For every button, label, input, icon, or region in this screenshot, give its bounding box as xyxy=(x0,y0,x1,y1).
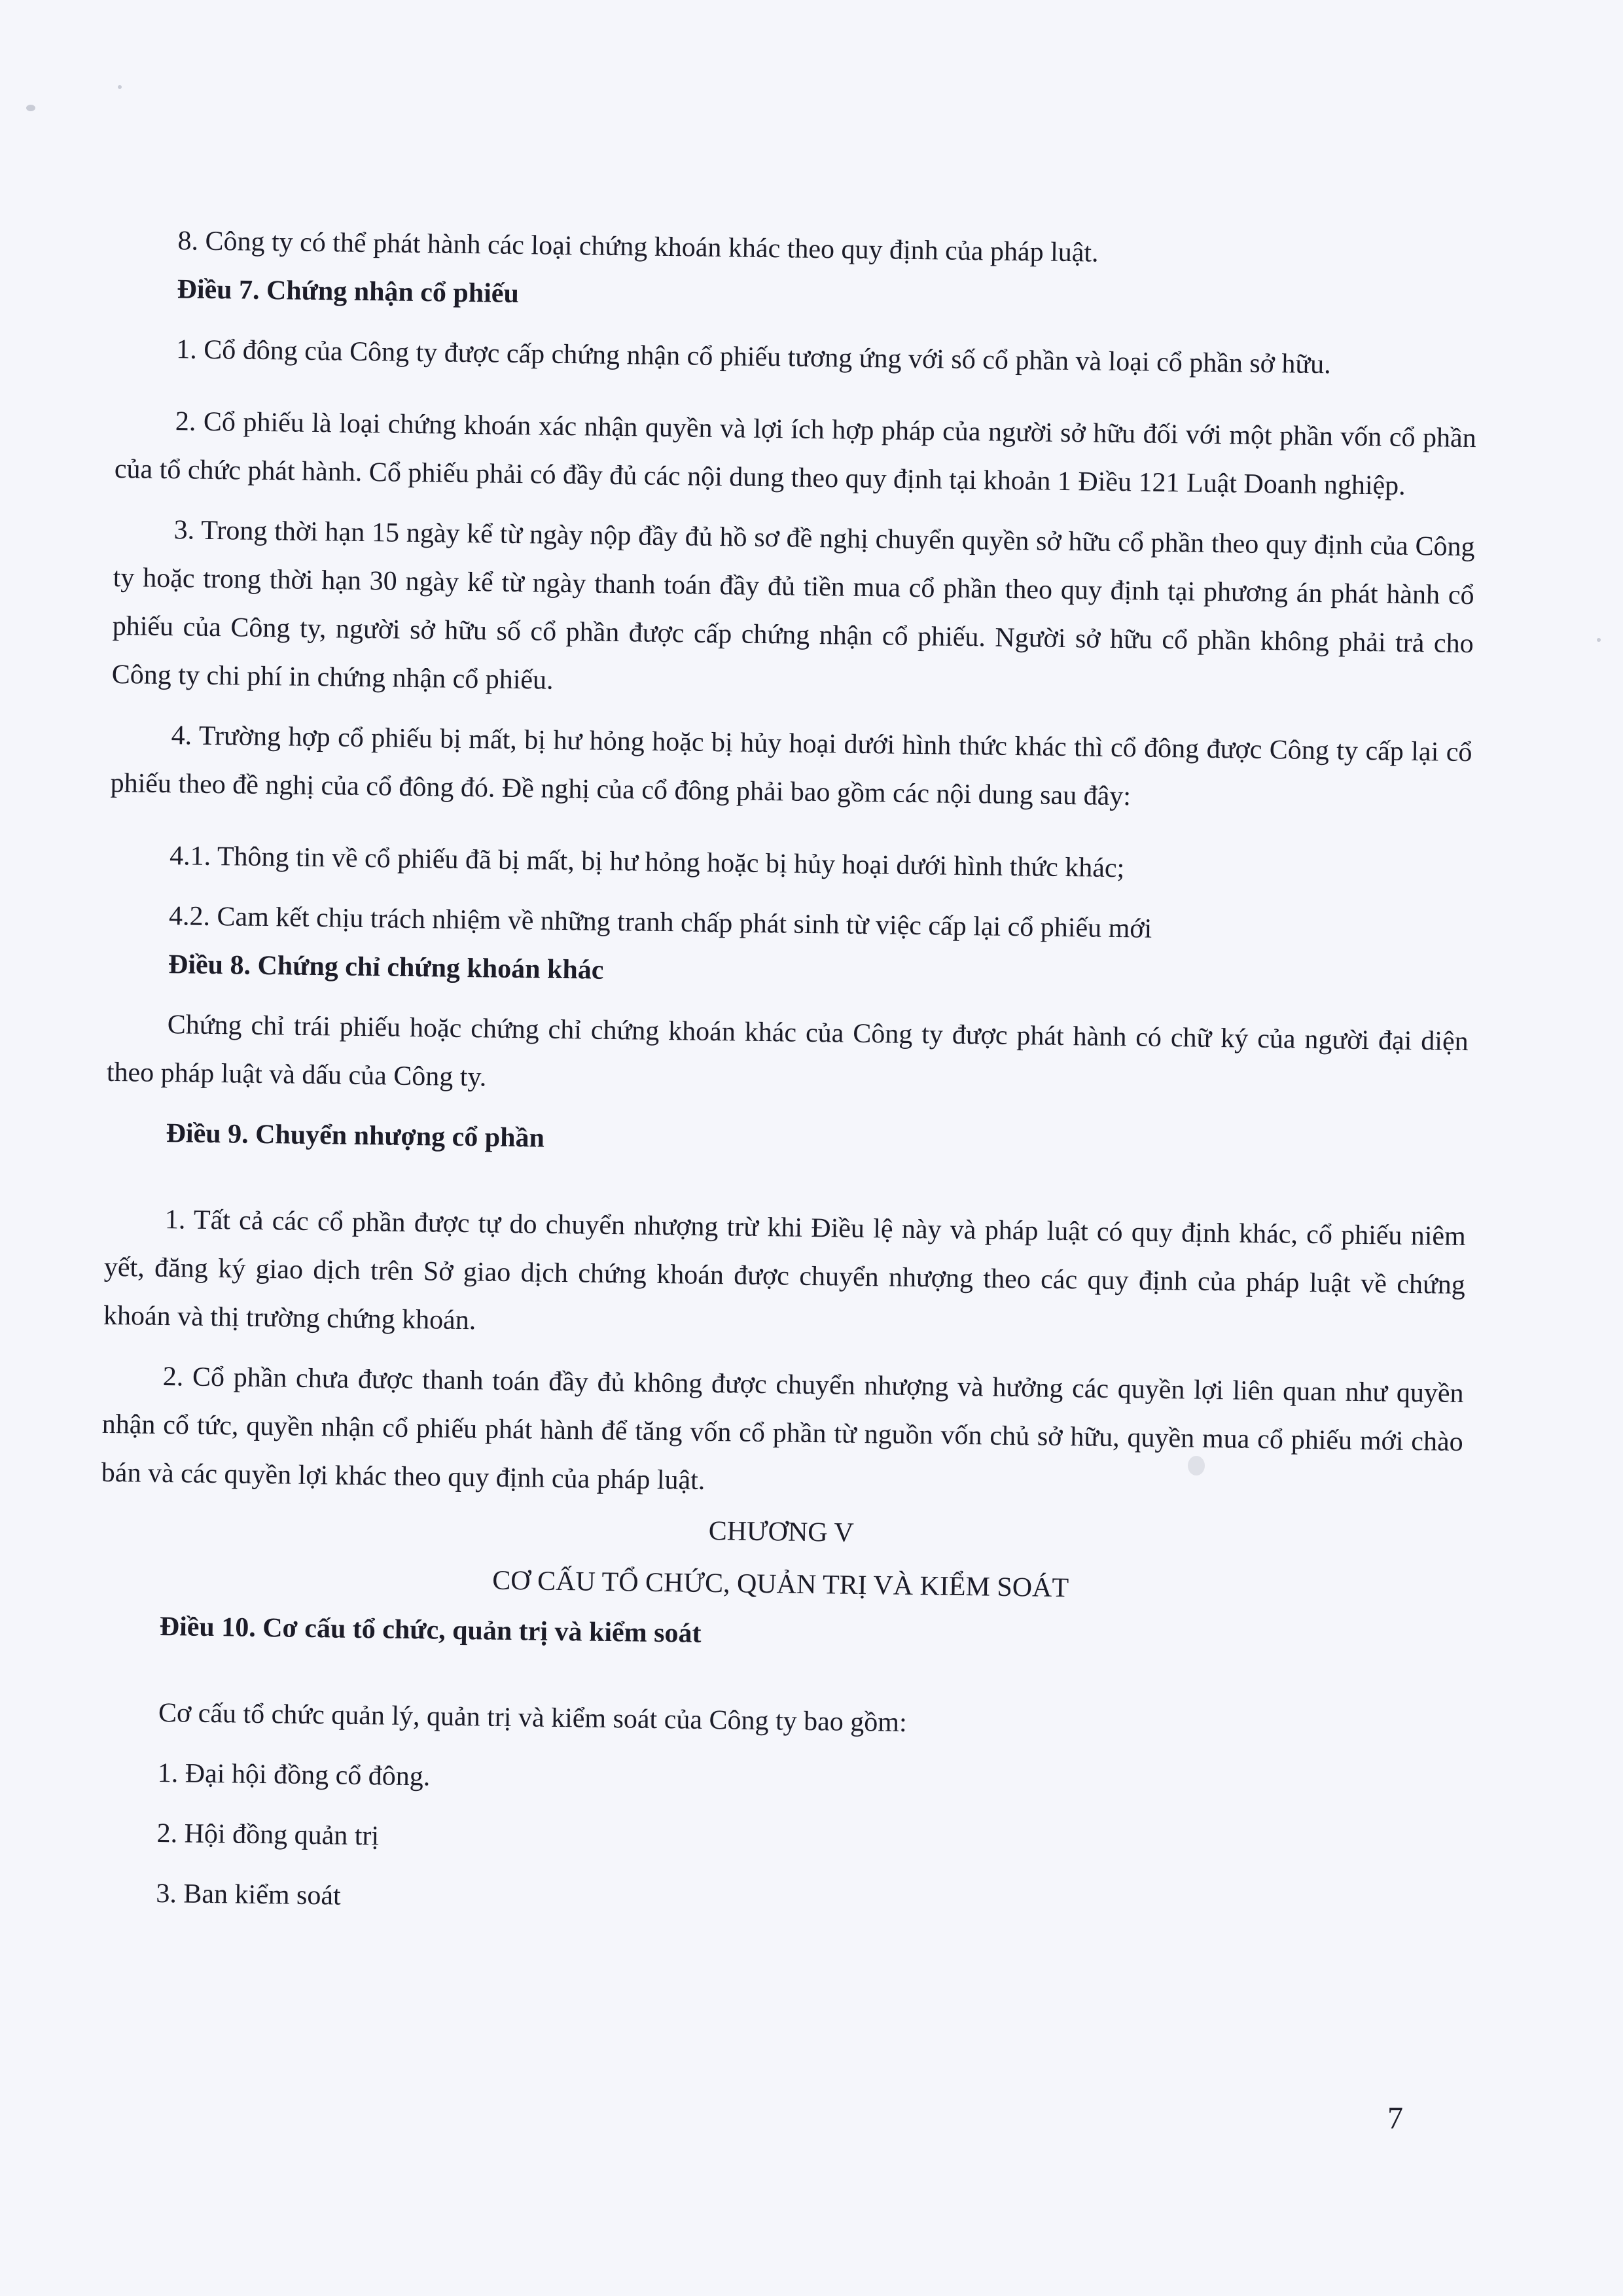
paragraph: 2. Cổ phần chưa được thanh toán đầy đủ không được chuyển nhượng và hưởng các quyền lợi liên quan như quyền nhận cổ tức, quyền nhận cổ phiếu phát hành để tăng vốn cổ phần từ nguồn vốn chủ sở hữu, quyền mua cổ phiếu mới chào bán và các quyền lợi khác theo quy định của pháp luật. xyxy=(101,1362,1464,1496)
paragraph: Cơ cấu tổ chức quản lý, quản trị và kiểm soát của Công ty bao gồm: xyxy=(158,1698,907,1738)
scan-speck xyxy=(118,85,122,89)
article-7-heading: Điều 7. Chứng nhận cổ phiếu xyxy=(177,274,520,309)
article-8-heading: Điều 8. Chứng chỉ chứng khoán khác xyxy=(168,949,604,985)
scan-speck xyxy=(26,105,35,111)
paragraph: 3. Trong thời hạn 15 ngày kể từ ngày nộp đầy đủ hồ sơ đề nghị chuyển quyền sở hữu cổ phần theo quy định của Công ty hoặc trong thời hạn 30 ngày kể từ ngày thanh toán đầy đủ tiền mua cổ phần theo quy định tại phương án phát hành cổ phiếu của Công ty, người sở hữu số cổ phần được cấp chứng nhận cổ phiếu. Người sở hữu cổ phần không phải trả cho Công ty chi phí in chứng nhận cổ phiếu. xyxy=(111,515,1475,696)
list-item: 4.2. Cam kết chịu trách nhiệm về những tranh chấp phát sinh từ việc cấp lại cổ phiếu mới xyxy=(168,901,1152,944)
list-item: 2. Hội đồng quản trị xyxy=(156,1818,380,1852)
article-10-heading: Điều 10. Cơ cấu tổ chức, quản trị và kiểm soát xyxy=(159,1612,702,1649)
scan-speck xyxy=(1597,638,1601,642)
list-item: 4.1. Thông tin về cổ phiếu đã bị mất, bị hư hỏng hoặc bị hủy hoại dưới hình thức khác; xyxy=(169,841,1125,884)
list-item: 3. Ban kiểm soát xyxy=(156,1878,342,1911)
article-9-heading: Điều 9. Chuyển nhượng cổ phần xyxy=(166,1118,545,1154)
paragraph: 2. Cổ phiếu là loại chứng khoán xác nhận quyền và lợi ích hợp pháp của người sở hữu đối với một phần vốn cổ phần của tổ chức phát hành. Cổ phiếu phải có đầy đủ các nội dung theo quy định tại khoản 1 Điều 121 Luật Doanh nghiệp. xyxy=(114,406,1477,501)
chapter-title: CƠ CẤU TỔ CHỨC, QUẢN TRỊ VÀ KIỂM SOÁT xyxy=(492,1565,1069,1604)
paragraph: Chứng chỉ trái phiếu hoặc chứng chỉ chứng khoán khác của Công ty được phát hành có chữ ký của người đại diện theo pháp luật và dấu của Công ty. xyxy=(106,1010,1469,1093)
chapter-number: CHƯƠNG V xyxy=(708,1515,855,1548)
paragraph: 8. Công ty có thể phát hành các loại chứng khoán khác theo quy định của pháp luật. xyxy=(177,226,1099,268)
page-number: 7 xyxy=(1387,2101,1403,2136)
paragraph: 1. Cổ đông của Công ty được cấp chứng nhận cổ phiếu tương ứng với số cổ phần và loại cổ phần sở hữu. xyxy=(176,334,1332,380)
document-body xyxy=(96,216,1479,1935)
paragraph: 4. Trường hợp cổ phiếu bị mất, bị hư hỏng hoặc bị hủy hoại dưới hình thức khác thì cổ đông được Công ty cấp lại cổ phiếu theo đề nghị của cổ đông đó. Đề nghị của cổ đông phải bao gồm các nội dung sau đây: xyxy=(110,720,1472,812)
paragraph: 1. Tất cả các cổ phần được tự do chuyển nhượng trừ khi Điều lệ này và pháp luật có quy định khác, cổ phiếu niêm yết, đăng ký giao dịch trên Sở giao dịch chứng khoán được chuyển nhượng theo các quy định của pháp luật về chứng khoán và thị trường chứng khoán. xyxy=(103,1205,1467,1336)
list-item: 1. Đại hội đồng cổ đông. xyxy=(157,1758,431,1792)
